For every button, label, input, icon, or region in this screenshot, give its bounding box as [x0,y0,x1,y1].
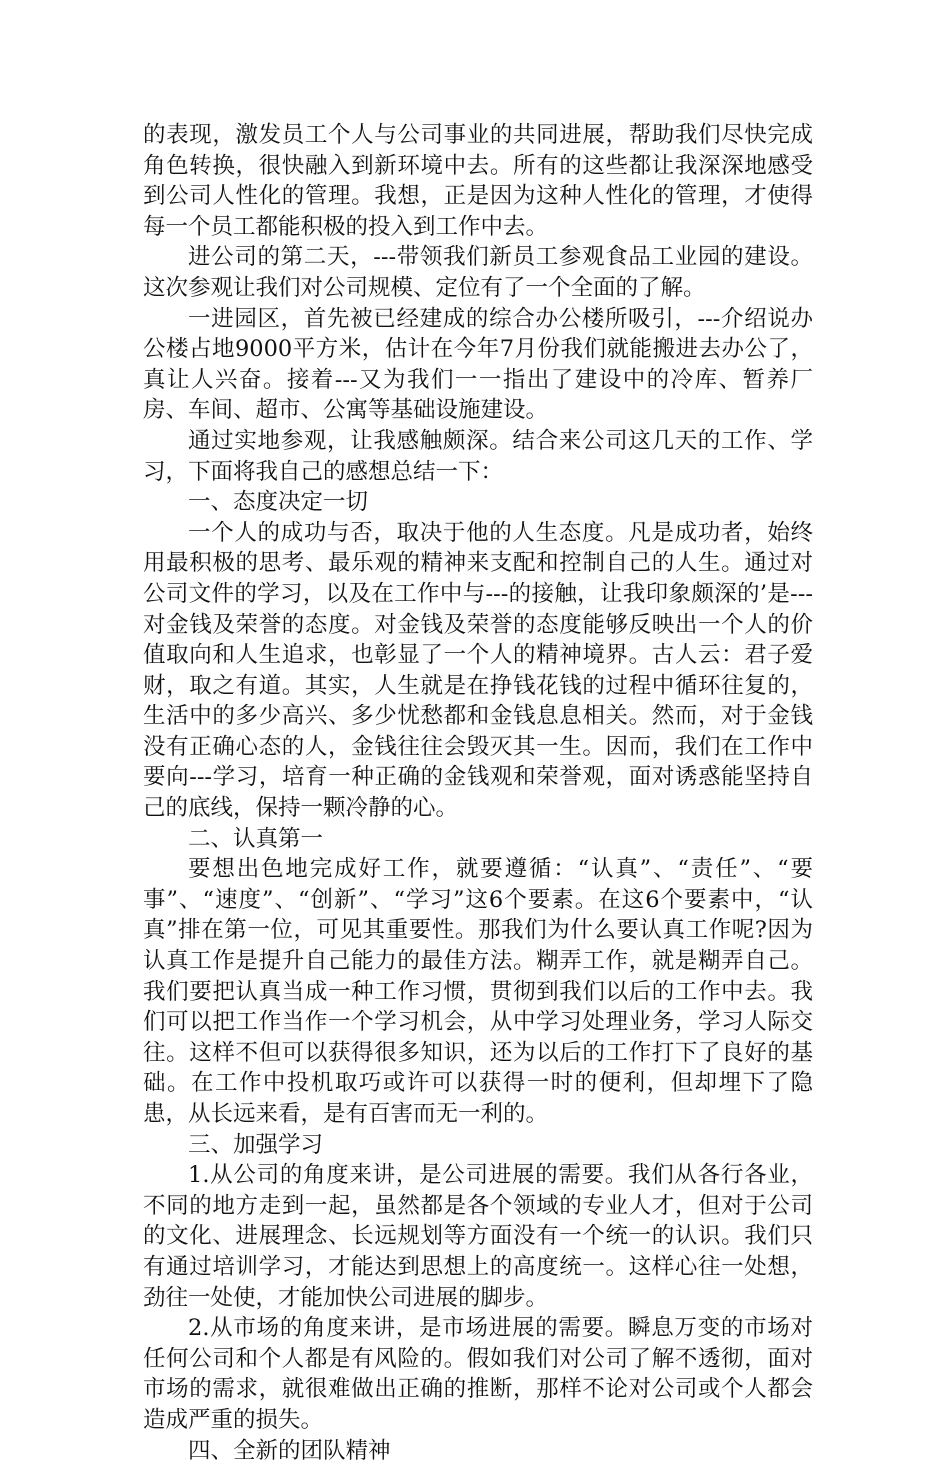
paragraph-study-market: 2.从市场的角度来讲，是市场进展的需要。瞬息万变的市场对任何公司和个人都是有风险的。假如我们对公司了解不透彻，面对市场的需求，就很难做出正确的推断，那样不论对公司或个人都会造成严重的损失。 [143,1315,813,1433]
paragraph-attitude: 一个人的成功与否，取决于他的人生态度。凡是成功者，始终用最积极的思考、最乐观的精神来支配和控制自己的人生。通过对公司文件的学习，以及在工作中与---的接触，让我印象颇深的’是---对金钱及荣誉的态度。对金钱及荣誉的态度能够反映出一个人的价值取向和人生追求，也彰显了一个人的精神境界。古人云：君子爱财，取之有道。其实，人生就是在挣钱花钱的过程中循环往复的，生活中的多少高兴、多少忧愁都和金钱息息相关。然而，对于金钱没有正确心态的人，金钱往往会毁灭其一生。因而，我们在工作中要向---学习，培育一种正确的金钱观和荣誉观，面对诱惑能坚持自己的底线，保持一颗冷静的心。 [143,519,813,822]
paragraph-serious: 要想出色地完成好工作，就要遵循：“认真”、“责任”、“要事”、“速度”、“创新”、“学习”这6个要素。在这6个要素中，“认真”排在第一位，可见其重要性。那我们为什么要认真工作呢?因为认真工作是提升自己能力的最佳方法。糊弄工作，就是糊弄自己。我们要把认真当成一种工作习惯，贯彻到我们以后的工作中去。我们可以把工作当作一个学习机会，从中学习处理业务，学习人际交往。这样不但可以获得很多知识，还为以后的工作打下了良好的基础。在工作中投机取巧或许可以获得一时的便利，但却埋下了隐患，从长远来看，是有百害而无一利的。 [143,856,813,1127]
document-body [143,120,813,1466]
paragraph-study-company: 1.从公司的角度来讲，是公司进展的需要。我们从各行各业，不同的地方走到一起，虽然都是各个领域的专业人才，但对于公司的文化、进展理念、长远规划等方面没有一个统一的认识。我们只有通过培训学习，才能达到思想上的高度统一。这样心往一处想，劲往一处使，才能加快公司进展的脚步。 [143,1162,813,1311]
paragraph-summary-intro: 通过实地参观，让我感触颇深。结合来公司这几天的工作、学习，下面将我自己的感想总结一下： [143,427,813,485]
section-heading-study: 三、加强学习 [188,1131,324,1158]
paragraph-intro-continuation: 的表现，激发员工个人与公司事业的共同进展，帮助我们尽快完成角色转换，很快融入到新环境中去。所有的这些都让我深深地感受到公司人性化的管理。我想，正是因为这种人性化的管理，才使得每一个员工都能积极的投入到工作中去。 [143,122,813,240]
section-heading-serious: 二、认真第一 [188,825,324,852]
section-heading-team: 四、全新的团队精神 [188,1437,391,1464]
paragraph-industrial-park: 一进园区，首先被已经建成的综合办公楼所吸引，---介绍说办公楼占地9000平方米，估计在今年7月份我们就能搬进去办公了，真让人兴奋。接着---又为我们一一指出了建设中的冷库、暂养厂房、车间、超市、公寓等基础设施建设。 [143,305,813,424]
paragraph-second-day: 进公司的第二天，---带领我们新员工参观食品工业园的建设。这次参观让我们对公司规模、定位有了一个全面的了解。 [143,244,813,301]
section-heading-attitude: 一、态度决定一切 [188,489,369,516]
